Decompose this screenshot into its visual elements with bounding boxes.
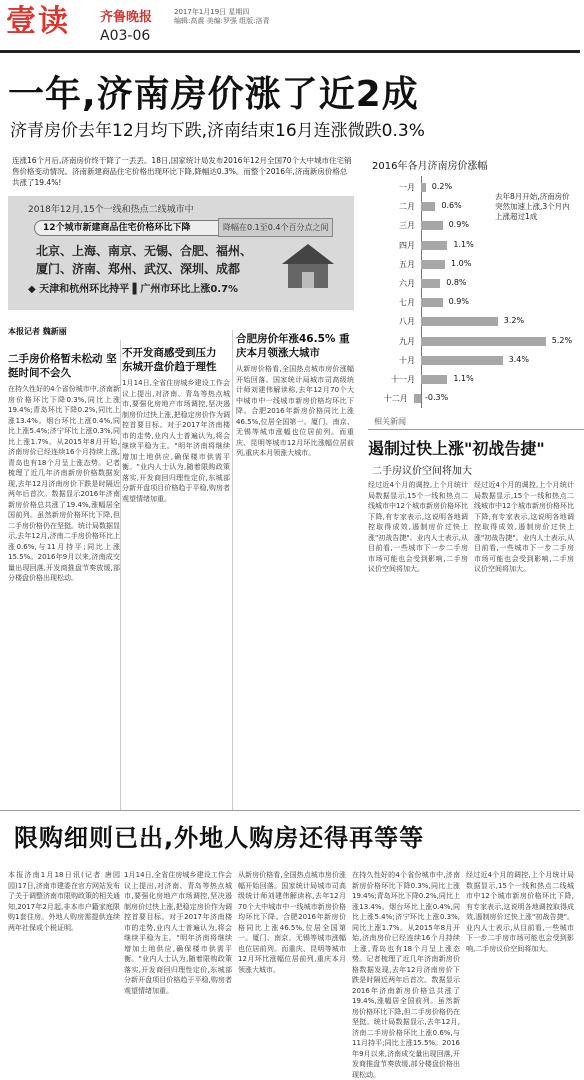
subheadline: 济青房价去年12月均下跌,济南结束16月连涨微跌0.3% [10,121,425,141]
chart-value-label: 0.2% [431,182,453,191]
city-list [36,242,252,278]
chart-month-label: 十一月 [391,375,415,384]
chart-value-label: -0.3% [425,393,449,403]
article-column-2: 1月14日,全省住房城乡建设工作会议上提出,对济南、青岛等热点城市,要强化房地产市场调控,坚决遏制房价过快上涨,把稳定房价作为调控首要目标。对于2017年济南楼市的走势,业内人士普遍认为,将会继续平稳为主。"明年济南将继续增加土地供应,确保楼市供需平衡。"业内人士认为,随着限购政策落实,开发商回归理性定价,东城部分新开盘项目价格趋于平稳,购房者观望情绪加重。 [122,379,230,503]
chart-month-label: 四月 [399,240,415,250]
chart-bar [421,183,426,192]
headline: 一年,济南房价涨了近2成 [8,74,419,115]
house-icon [278,240,338,290]
bottom-headline: 限购细则已出,外地人购房还得再等等 [14,824,425,852]
chart-month-label: 七月 [399,298,415,308]
chart-title: 2016年各月济南房价涨幅 [372,161,488,172]
infographic-flat-note: ◆ 天津和杭州环比持平 ▌广州市环比上涨0.7% [28,284,239,295]
chart-bar [421,356,503,365]
chart-month-label: 十月 [399,355,415,365]
chart-month-label: 十二月 [383,394,408,404]
issue-meta [174,8,270,26]
article-subhead-2: 不开发商感受到压力 东城开盘价趋于理性 [122,347,217,373]
byline: 本报记者 魏新丽 [8,327,67,336]
chart-bar [421,202,435,211]
chart-month-label: 一月 [399,183,415,192]
page-number: A03-06 [100,28,151,44]
chart-bar [421,260,445,269]
chart-month-label: 三月 [399,221,415,231]
section-title: 壹读 [6,4,70,39]
chart-month-label: 二月 [399,202,415,212]
article-column-3: 从新房价格看,全国热点城市房价涨幅开始回落。国家统计局城市司高级统计师刘建伟解读称,去年12月70个大中城市中一线城市新房价格均环比下降。合肥2016年新房价格同比上涨46.5%,位居全国第一。厦门、南京、无锡等城市涨幅也位居前列。而重庆、昆明等城市12月环比涨幅位居前列,重庆本月领涨大城市。 [236,365,354,457]
chart-bar [421,375,447,384]
column-divider [120,340,121,810]
bottom-column-5: 经过近4个月的调控,上个月统计局数据显示,15个一线和热点二线城市中12个城市新房价格环比下降,有专家表示,这说明各地调控取得成效,遏制房价过快上涨"初战告捷"。业内人士表示,从目前看,一些城市下一步二手房市场可能也会受到影响,二手房议价空间将加大。 [466,871,574,953]
chart-bar [421,337,546,346]
bottom-column-3: 从新房价格看,全国热点城市房价涨幅开始回落。国家统计局城市司高级统计师刘建伟解读称,去年12月70个大中城市中一线城市新房价格均环比下降。合肥2016年新房价格同比上涨46.5%,位居全国第一。厦门、南京、无锡等城市涨幅也位居前列。而重庆、昆明等城市12月环比涨幅位居前列,重庆本月领涨大城市。 [238,871,346,974]
chart-month-label: 五月 [399,259,415,269]
bottom-column-2: 1月14日,全省住房城乡建设工作会议上提出,对济南、青岛等热点城市,要强化房地产市场调控,坚决遏制房价过快上涨,把稳定房价作为调控首要目标。对于2017年济南楼市的走势,业内人士普遍认为,将会继续平稳为主。"明年济南将继续增加土地供应,确保楼市供需平衡。"业内人士认为,随着限购政策落实,开发商回归理性定价,东城部分新开盘项目价格趋于平稳,购房者观望情绪加重。 [124,871,232,995]
newspaper-brand: 齐鲁晚报 [100,10,153,25]
chart-value-label: 3.4% [508,354,529,364]
bottom-column-4: 在持久性好的4个省份城市中,济南新房价格环比下降0.3%,同比上涨19.4%;青岛环比下降0.2%,同比上涨13.4%。烟台环比上涨0.4%,同比上涨5.4%;济宁环比上涨0.3%,同比上涨1.7%。从2015年8月开始,济南房价已经连续16个月持续上涨,青岛也有18个月呈上涨态势。记者梳理了近几年济南新房价格数据发现,去年12月济南房价下跌是时隔近两年后首次。数据显示2016年济南新房价格总共涨了19.4%,涨幅居全国前列。虽然新房价格环比下降,但二手房价格仍在坚挺。统计局数据显示,去年12月,济南二手房价格环比上涨0.6%,与11月持平;同比上涨15.5%。2016年9月以来,济南成交量出现回落,开发商推盘节奏放缓,部分楼盘价格出现松动。 [352,871,460,1079]
chart-value-label: 5.2% [551,335,573,345]
chart-bar [421,298,443,307]
header-rule [0,50,580,53]
chart-bar [421,221,443,230]
chart-value-label: 1.0% [451,258,472,268]
city-list-line2: 厦门、济南、郑州、武汉、深圳、成都 [36,262,241,276]
article-subhead-3: 合肥房价年涨46.5% 重庆本月领涨大城市 [236,333,350,359]
chart-value-label: 3.2% [503,316,525,326]
related-column-1: 经过近4个月的调控,上个月统计局数据显示,15个一线和热点二线城市中12个城市新房价格环比下降,有专家表示,这说明各地调控取得成效,遏制房价过快上涨"初战告捷"。业内人士表示,从目前看,一些城市下一步二手房市场可能也会受到影响,二手房议价空间将加大。 [368,481,468,573]
infographic-pill: 12个城市新建商品住宅价格环比下降 [34,220,294,236]
city-list-line1: 北京、上海、南京、无锡、合肥、福州、 [36,244,253,258]
section-divider [0,810,580,811]
chart-month-label: 六月 [399,279,415,288]
infographic-drop-note: 降幅在0.1至0.4个百分点之间 [218,218,333,237]
chart-value-label: 1.1% [453,239,474,249]
issue-date: 2017年1月19日 星期四 [174,8,250,16]
related-subhead: 二手房议价空间将加大 [372,466,472,477]
chart-value-label: 1.1% [453,374,474,383]
chart-annotation: 去年8月开始,济南房价突然加速上涨,3个月内上涨超过1成 [495,192,570,221]
chart-bar [421,241,447,250]
article-subhead-1: 二手房价格暂未松动 坚挺时间不会久 [8,353,117,379]
chart-value-label: 0.8% [446,278,467,287]
chart-month-label: 九月 [399,336,415,346]
chart-value-label: 0.9% [448,220,469,230]
lead-paragraph: 连涨16个月后,济南房价终于降了一丢丢。18日,国家统计局发布2016年12月全国70个大中城市住宅销售价格变动情况。济南新建商品住宅价格出现环比下降,降幅达0.3%。而整个2016年,济南新房价格总共涨了19.4%! [12,156,352,187]
chart-month-label: 八月 [399,317,415,327]
chart-bar [421,317,498,326]
issue-editors: 编辑:高震 美编:罗强 组版:洛青 [174,17,270,25]
article-column-1: 在持久性好的4个省份城市中,济南新房价格环比下降0.3%,同比上涨19.4%;青岛环比下降0.2%,同比上涨13.4%。烟台环比上涨0.4%,同比上涨5.4%;济宁环比上涨0.3%,同比上涨1.7%。从2015年8月开始,济南房价已经连续16个月持续上涨,青岛也有18个月呈上涨态势。记者梳理了近几年济南新房价格数据发现,去年12月济南房价下跌是时隔近两年后首次。数据显示2016年济南新房价格总共涨了19.4%,涨幅居全国前列。虽然新房价格环比下降,但二手房价格仍在坚挺。统计局数据显示,去年12月,济南二手房价格环比上涨0.6%,与11月持平;同比上涨15.5%。2016年9月以来,济南成交量出现回落,开发商推盘节奏放缓,部分楼盘价格出现松动。 [8,385,120,582]
related-news-label: 相关新闻 [368,415,584,430]
infographic-panel [8,196,354,310]
related-headline: 遏制过快上涨"初战告捷" [368,439,545,458]
chart-bar [421,279,440,288]
column-divider [232,330,233,810]
infographic-title: 2018年12月,15个一线和热点二线城市中 [28,205,194,215]
related-column-2: 经过近4个月的调控,上个月统计局数据显示,15个一线和热点二线城市中12个城市新房价格环比下降,有专家表示,这说明各地调控取得成效,遏制房价过快上涨"初战告捷"。业内人士表示,从目前看,一些城市下一步二手房市场可能也会受到影响,二手房议价空间将加大。 [474,481,574,573]
chart-value-label: 0.9% [448,297,469,307]
chart-value-label: 0.6% [441,201,462,211]
bottom-column-1: 本报济南1月18日讯(记者 唐园园)17日,济南市建委在官方网站发布了关于调整济南市限购政策的相关通知,2017年2月起,非本市户籍家庭限购1套住房。外地人购房需提供连续两年社保或个税证明。 [8,871,120,932]
chart-bar [414,394,421,403]
